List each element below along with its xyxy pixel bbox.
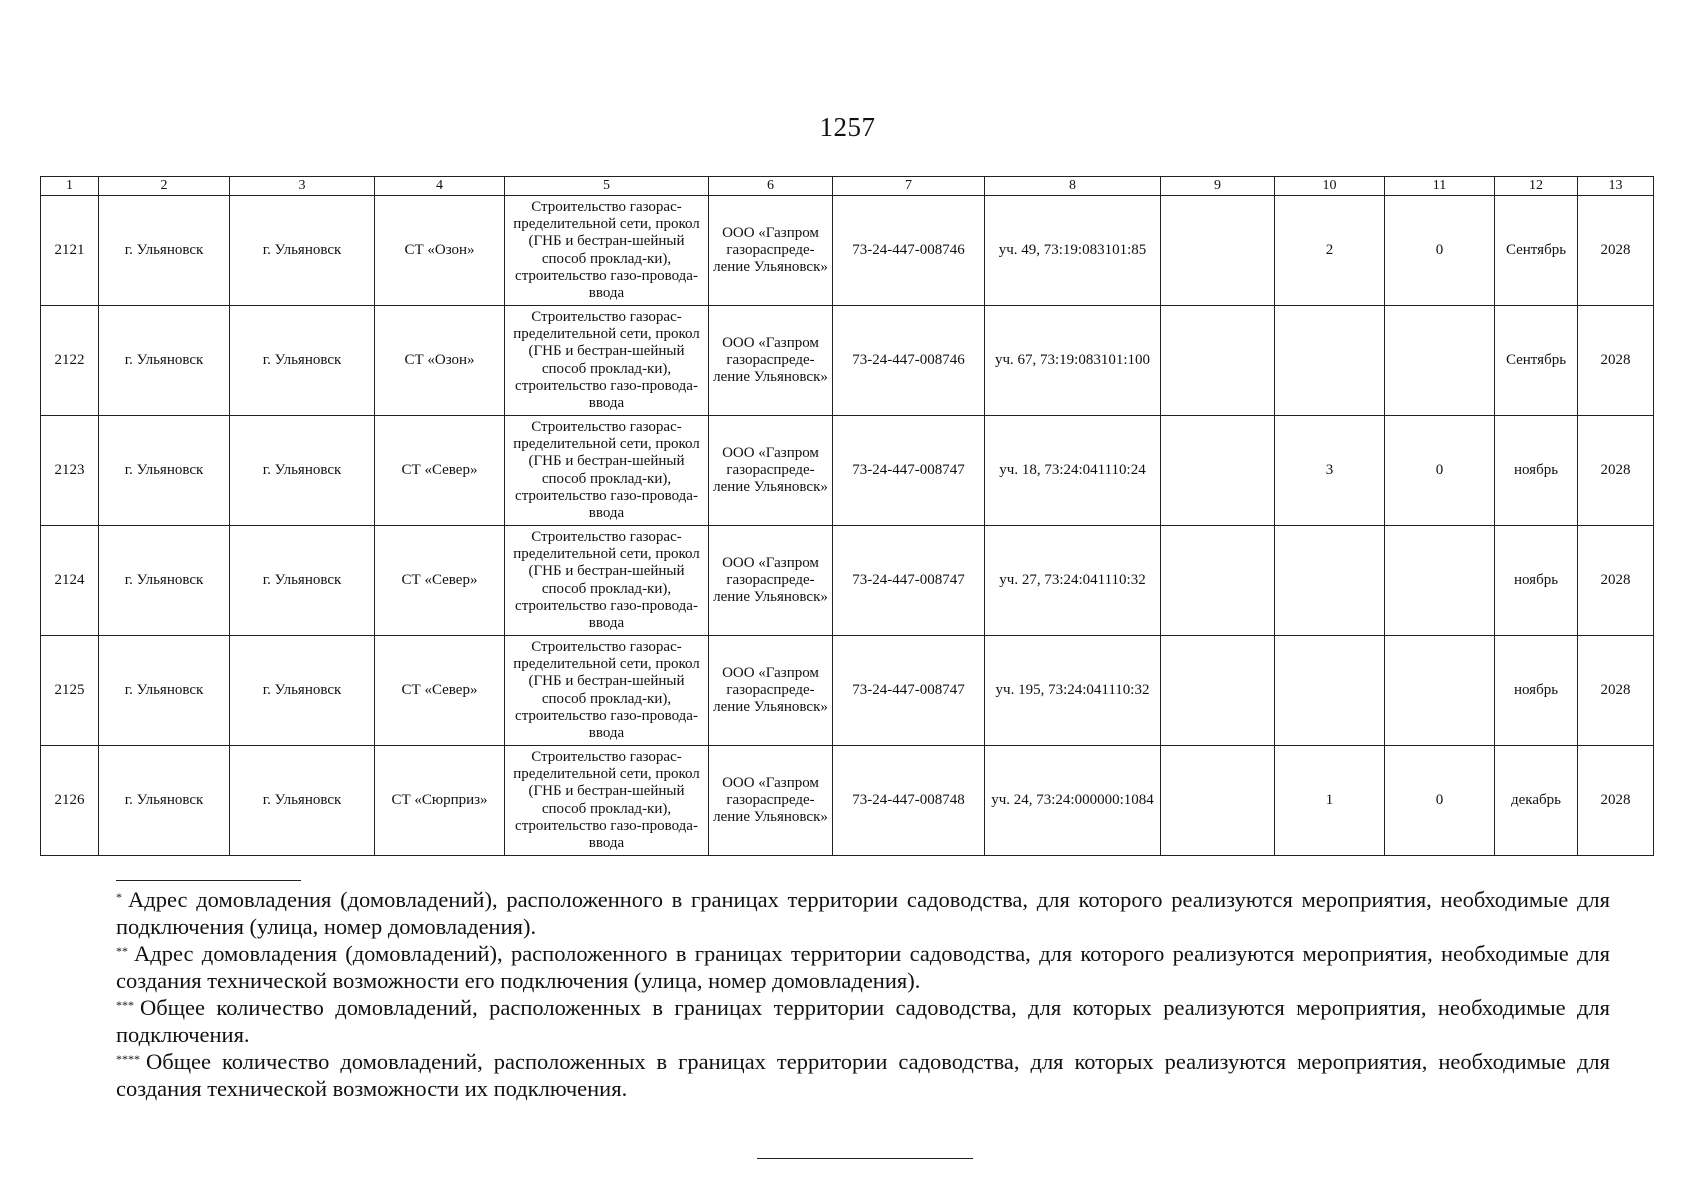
organization-cell: ООО «Газпром газораспреде-ление Ульяновск» — [709, 526, 833, 636]
count-connect-cell — [1275, 526, 1385, 636]
column-header: 13 — [1578, 177, 1654, 196]
municipality-cell: г. Ульяновск — [99, 636, 230, 746]
count-capacity-cell — [1385, 636, 1495, 746]
application-number-cell: 73-24-447-008747 — [833, 416, 985, 526]
column-header: 3 — [230, 177, 375, 196]
application-number-cell: 73-24-447-008747 — [833, 526, 985, 636]
address-secondary-cell — [1161, 526, 1275, 636]
footnote-text: Общее количество домовладений, расположенных в границах территории садоводства, для которых реализуются мероприятия, необходимые для создания технической возможности их подключения. — [116, 1049, 1610, 1101]
count-capacity-cell: 0 — [1385, 746, 1495, 856]
plot-address-cell: уч. 49, 73:19:083101:85 — [985, 196, 1161, 306]
count-connect-cell — [1275, 636, 1385, 746]
footnote-item — [116, 940, 1610, 994]
address-secondary-cell — [1161, 196, 1275, 306]
column-header: 12 — [1495, 177, 1578, 196]
count-capacity-cell — [1385, 306, 1495, 416]
plot-address-cell: уч. 27, 73:24:041110:32 — [985, 526, 1161, 636]
garden-society-cell: СТ «Север» — [375, 416, 505, 526]
organization-cell: ООО «Газпром газораспреде-ление Ульяновск» — [709, 196, 833, 306]
settlement-cell: г. Ульяновск — [230, 636, 375, 746]
garden-society-cell: СТ «Сюрприз» — [375, 746, 505, 856]
municipality-cell: г. Ульяновск — [99, 416, 230, 526]
row-number: 2126 — [41, 746, 99, 856]
work-description-cell: Строительство газорас-пределительной сети, прокол (ГНБ и бестран-шейный способ проклад-ки), строительство газо-провода-ввода — [505, 746, 709, 856]
column-header: 7 — [833, 177, 985, 196]
garden-society-cell: СТ «Озон» — [375, 306, 505, 416]
month-cell: ноябрь — [1495, 416, 1578, 526]
organization-cell: ООО «Газпром газораспреде-ление Ульяновск» — [709, 416, 833, 526]
garden-society-cell: СТ «Север» — [375, 636, 505, 746]
plot-address-cell: уч. 67, 73:19:083101:100 — [985, 306, 1161, 416]
work-description-cell: Строительство газорас-пределительной сети, прокол (ГНБ и бестран-шейный способ проклад-ки), строительство газо-провода-ввода — [505, 526, 709, 636]
address-secondary-cell — [1161, 306, 1275, 416]
table-row — [41, 636, 1654, 746]
month-cell: декабрь — [1495, 746, 1578, 856]
footnote-mark: *** — [116, 998, 134, 1012]
work-description-cell: Строительство газорас-пределительной сети, прокол (ГНБ и бестран-шейный способ проклад-ки), строительство газо-провода-ввода — [505, 636, 709, 746]
organization-cell: ООО «Газпром газораспреде-ление Ульяновск» — [709, 636, 833, 746]
count-capacity-cell: 0 — [1385, 416, 1495, 526]
column-header: 9 — [1161, 177, 1275, 196]
municipality-cell: г. Ульяновск — [99, 306, 230, 416]
count-connect-cell: 1 — [1275, 746, 1385, 856]
count-connect-cell — [1275, 306, 1385, 416]
work-description-cell: Строительство газорас-пределительной сети, прокол (ГНБ и бестран-шейный способ проклад-ки), строительство газо-провода-ввода — [505, 306, 709, 416]
address-secondary-cell — [1161, 636, 1275, 746]
table-row — [41, 416, 1654, 526]
column-header: 2 — [99, 177, 230, 196]
footnote-text: Адрес домовладения (домовладений), расположенного в границах территории садоводства, для которого реализуются мероприятия, необходимые для создания технической возможности его подключения (улица, номер домовладения). — [116, 941, 1610, 993]
bottom-separator — [757, 1158, 973, 1159]
footnote-mark: ** — [116, 944, 128, 958]
column-header: 5 — [505, 177, 709, 196]
year-cell: 2028 — [1578, 746, 1654, 856]
count-connect-cell: 3 — [1275, 416, 1385, 526]
garden-society-cell: СТ «Север» — [375, 526, 505, 636]
plot-address-cell: уч. 195, 73:24:041110:32 — [985, 636, 1161, 746]
application-number-cell: 73-24-447-008747 — [833, 636, 985, 746]
column-header: 10 — [1275, 177, 1385, 196]
footnote-item — [116, 886, 1610, 940]
footnote-text: Общее количество домовладений, расположенных в границах территории садоводства, для которых реализуются мероприятия, необходимые для подключения. — [116, 995, 1610, 1047]
year-cell: 2028 — [1578, 526, 1654, 636]
footnote-text: Адрес домовладения (домовладений), расположенного в границах территории садоводства, для которого реализуются мероприятия, необходимые для подключения (улица, номер домовладения). — [116, 887, 1610, 939]
footnote-mark: **** — [116, 1052, 140, 1066]
garden-society-cell: СТ «Озон» — [375, 196, 505, 306]
row-number: 2125 — [41, 636, 99, 746]
work-description-cell: Строительство газорас-пределительной сети, прокол (ГНБ и бестран-шейный способ проклад-ки), строительство газо-провода-ввода — [505, 196, 709, 306]
application-number-cell: 73-24-447-008746 — [833, 196, 985, 306]
organization-cell: ООО «Газпром газораспреде-ление Ульяновск» — [709, 746, 833, 856]
settlement-cell: г. Ульяновск — [230, 746, 375, 856]
settlement-cell: г. Ульяновск — [230, 526, 375, 636]
year-cell: 2028 — [1578, 416, 1654, 526]
month-cell: Сентябрь — [1495, 196, 1578, 306]
column-header: 8 — [985, 177, 1161, 196]
municipality-cell: г. Ульяновск — [99, 746, 230, 856]
municipality-cell: г. Ульяновск — [99, 196, 230, 306]
month-cell: ноябрь — [1495, 526, 1578, 636]
address-secondary-cell — [1161, 416, 1275, 526]
plot-address-cell: уч. 24, 73:24:000000:1084 — [985, 746, 1161, 856]
count-connect-cell: 2 — [1275, 196, 1385, 306]
table-row — [41, 196, 1654, 306]
application-number-cell: 73-24-447-008748 — [833, 746, 985, 856]
settlement-cell: г. Ульяновск — [230, 306, 375, 416]
footnotes — [116, 886, 1610, 1102]
row-number: 2122 — [41, 306, 99, 416]
table-row — [41, 526, 1654, 636]
settlement-cell: г. Ульяновск — [230, 416, 375, 526]
year-cell: 2028 — [1578, 196, 1654, 306]
municipality-cell: г. Ульяновск — [99, 526, 230, 636]
address-secondary-cell — [1161, 746, 1275, 856]
row-number: 2124 — [41, 526, 99, 636]
column-header: 1 — [41, 177, 99, 196]
month-cell: Сентябрь — [1495, 306, 1578, 416]
footnote-item — [116, 1048, 1610, 1102]
application-number-cell: 73-24-447-008746 — [833, 306, 985, 416]
row-number: 2123 — [41, 416, 99, 526]
footnote-separator — [116, 880, 301, 881]
footnote-item — [116, 994, 1610, 1048]
count-capacity-cell — [1385, 526, 1495, 636]
settlement-cell: г. Ульяновск — [230, 196, 375, 306]
year-cell: 2028 — [1578, 306, 1654, 416]
column-header: 6 — [709, 177, 833, 196]
row-number: 2121 — [41, 196, 99, 306]
footnote-mark: * — [116, 890, 122, 904]
data-table — [40, 176, 1654, 856]
count-capacity-cell: 0 — [1385, 196, 1495, 306]
organization-cell: ООО «Газпром газораспреде-ление Ульяновск» — [709, 306, 833, 416]
page-number: 1257 — [819, 112, 876, 142]
table-row — [41, 306, 1654, 416]
header-row — [41, 177, 1654, 196]
plot-address-cell: уч. 18, 73:24:041110:24 — [985, 416, 1161, 526]
table-row — [41, 746, 1654, 856]
column-header: 11 — [1385, 177, 1495, 196]
column-header: 4 — [375, 177, 505, 196]
month-cell: ноябрь — [1495, 636, 1578, 746]
work-description-cell: Строительство газорас-пределительной сети, прокол (ГНБ и бестран-шейный способ проклад-ки), строительство газо-провода-ввода — [505, 416, 709, 526]
year-cell: 2028 — [1578, 636, 1654, 746]
